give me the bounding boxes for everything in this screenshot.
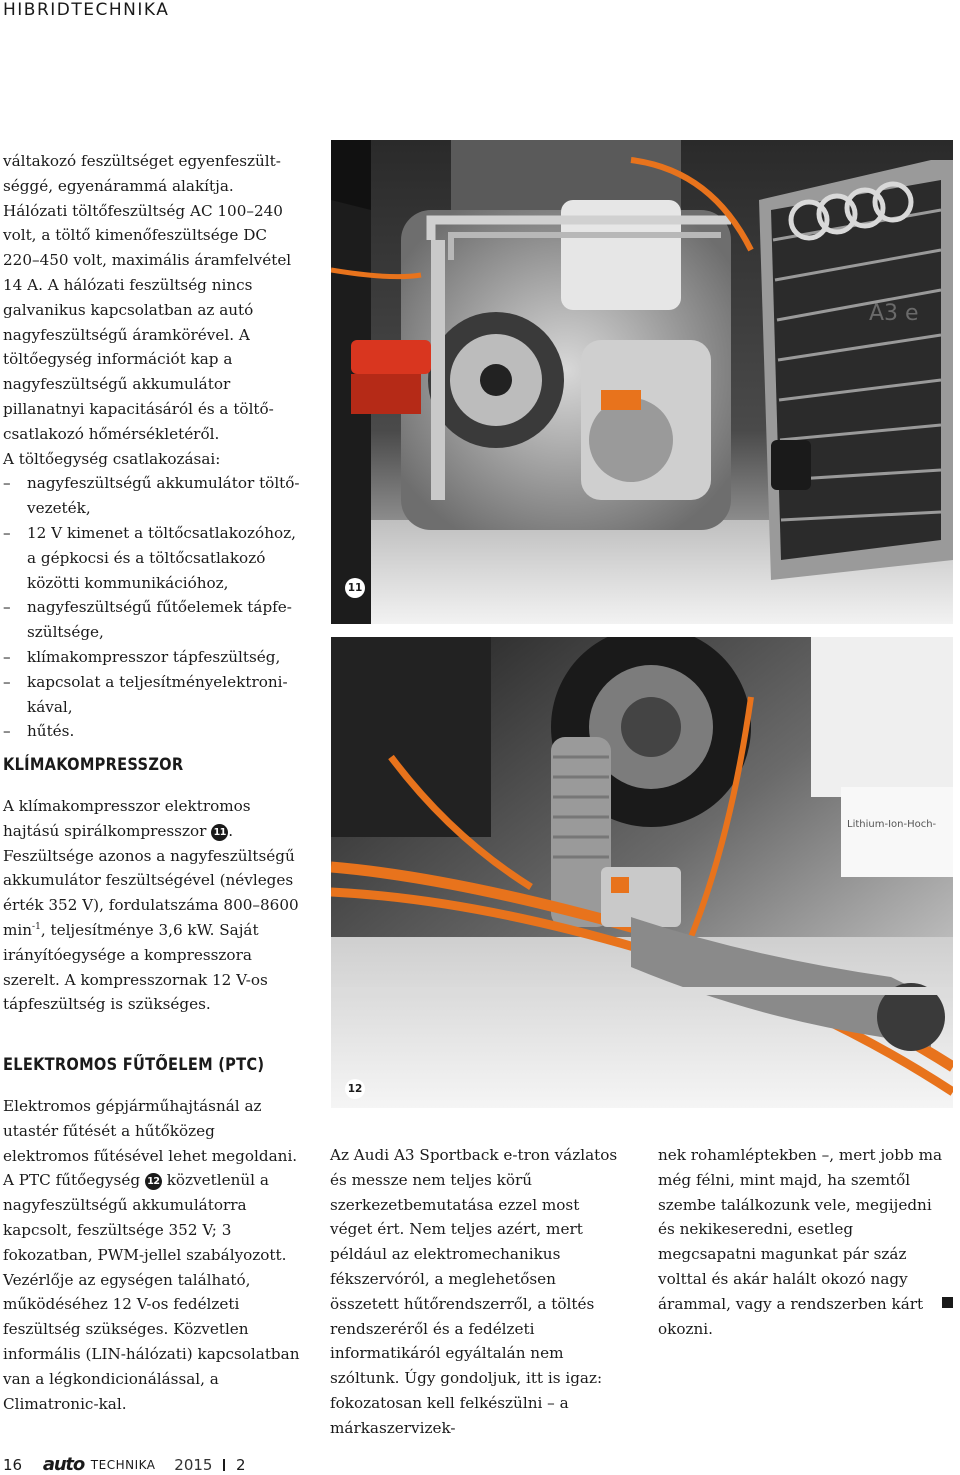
- issue-number: 2: [236, 1455, 246, 1474]
- grille-text: A3 e: [869, 301, 919, 326]
- ptc-paragraph: Elektromos gépjárműhajtásnál az utastér fűtését a hűtőközeg elektromos fűtésével lehet megoldani. A PTC fűtőegység 12 közvetlenül a nagyfeszültségű akkumulátorra kapcsolt, feszültsége 352 V; 3 fokozatban, PWM-jellel szabályozott. Vezérlője az egységen található, működéséhez 12 V-os fedélzeti feszültség szükséges. Közvetlen informális (LIN-hálózati) kapcsolatban van a légkondicionálással, a Climatronic-kal.: [3, 1097, 300, 1413]
- magazine-logo-technika: TECHNIKA: [90, 1457, 156, 1472]
- issue-separator: [223, 1459, 225, 1471]
- klima-heading: KLÍMAKOMPRESSZOR: [3, 755, 184, 775]
- ptc-heading: ELEKTROMOS FŰTŐELEM (PTC): [3, 1055, 265, 1075]
- ptc-section: [3, 1094, 301, 1416]
- magazine-logo-auto: auto: [42, 1454, 85, 1475]
- engine-compartment-photo: [331, 140, 953, 624]
- intro-paragraph: váltakozó feszültséget egyenfeszült-séggé, egyenárammá alakítja. Hálózati töltőfeszültség AC 100–240 volt, a töltő kimenőfeszültsége DC 220–450 volt, maximális áramfelvétel 14 A. A hálózati feszültség nincs galvanikus kapcsolatban az autó nagyfeszültségű áramkörével. A töltőegység információt kap a nagyfeszültségű akkumulátor pillanatnyi kapacitásáról és a töltő-csatlakozó hőmérsékletéről.: [3, 152, 292, 443]
- list-item: – klímakompresszor tápfeszültség,: [3, 645, 301, 670]
- page-number: 16: [3, 1455, 23, 1474]
- klima-section: [3, 794, 301, 1017]
- list-item: – nagyfeszültségű akkumulátor töltő-vezeték,: [3, 471, 301, 521]
- figure-12-badge: 12: [145, 1173, 162, 1190]
- end-of-article-mark: [942, 1297, 953, 1308]
- klima-paragraph: A klímakompresszor elektromos hajtású spirálkompresszor 11 . Feszültsége azonos a nagyfeszültségű akkumulátor feszültségével (névleges érték 352 V), fordulatszáma 800–8600 $\min^{-1}$, teljesítménye 3,6 kW. Saját irányítóegysége a kompresszora szerelt. A kompresszornak 12 V-os tápfeszültség is szükséges.: [3, 797, 299, 1014]
- list-intro: A töltőegység csatlakozásai:: [3, 449, 221, 468]
- intro-column: [3, 149, 301, 744]
- photo-12-badge: 12: [345, 1079, 365, 1099]
- list-item: – hűtés.: [3, 719, 301, 744]
- closing-column-1: [330, 1143, 622, 1441]
- connection-list: [3, 471, 301, 744]
- sign-text: Lithium-Ion-Hoch-: [847, 819, 937, 830]
- list-item: – 12 V kimenet a töltőcsatlakozóhoz, a gépkocsi és a töltőcsatlakozó közötti kommunikációhoz,: [3, 521, 301, 595]
- closing-paragraph-1: Az Audi A3 Sportback e-tron vázlatos és messze nem teljes körű szerkezetbemutatása ezzel most véget ért. Nem teljes azért, mert például az elektromechanikus fékszervóról, a meglehetősen összetett hűtőrendszerről, a töltés rendszeréről és a fedélzeti informatikáról egyáltalán nem szóltunk. Úgy gondoljuk, itt is igaz: fokozatosan kell felkészülni – a márkaszervizek-: [330, 1146, 618, 1437]
- photo-11-badge: 11: [345, 578, 365, 598]
- list-item: – kapcsolat a teljesítményelektroni-kával,: [3, 670, 301, 720]
- closing-paragraph-2: nek rohamléptekben –, mert jobb ma még félni, mint majd, ha szemtől szembe találkozunk vele, megijedni és nekikeseredni, esetleg megcsapatni magunkat pár száz volttal és akár halált okozó nagy árammal, vagy a rendszerben kárt okozni.: [658, 1146, 943, 1338]
- page-footer: [3, 1454, 246, 1475]
- closing-column-2: [658, 1143, 953, 1341]
- issue-year: 2015: [174, 1455, 213, 1474]
- figure-11-badge: 11: [211, 824, 228, 841]
- list-item: – nagyfeszültségű fűtőelemek tápfe-szültsége,: [3, 595, 301, 645]
- underbody-photo: [331, 637, 953, 1108]
- section-label: HIBRIDTECHNIKA: [3, 0, 170, 20]
